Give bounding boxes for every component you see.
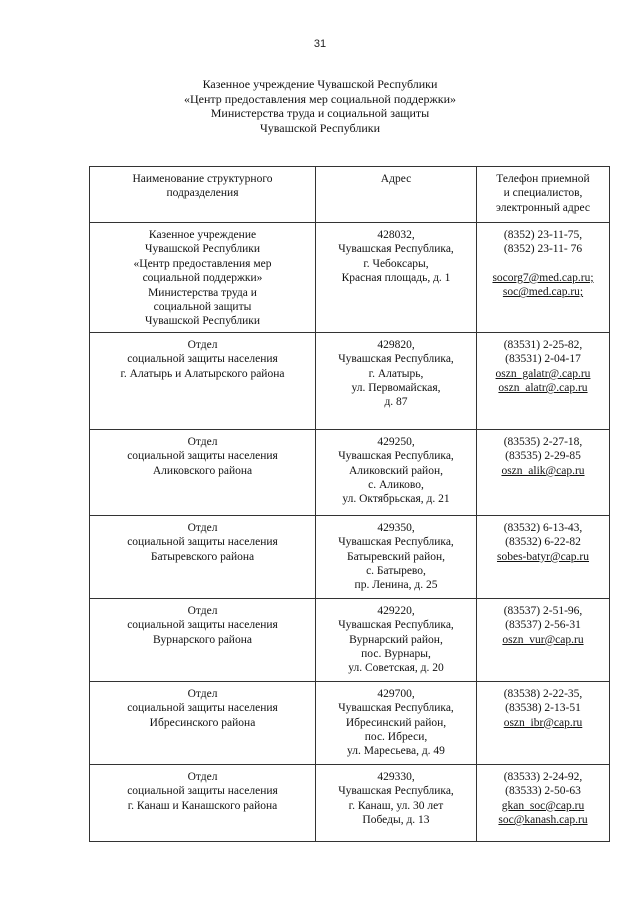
contacts-cell	[477, 515, 610, 598]
phone-number: (83531) 2-25-82,	[503, 338, 583, 351]
address-line: пр. Ленина, д. 25	[354, 579, 438, 592]
phone-number: (83538) 2-22-35,	[503, 687, 583, 700]
department-name-cell	[90, 515, 316, 598]
address-line: г. Канаш, ул. 30 лет	[348, 799, 444, 812]
address-line: 429330,	[377, 770, 415, 783]
email-link[interactable]: oszn_galatr@.cap.ru	[495, 367, 591, 380]
contacts-cell	[477, 223, 610, 333]
table-body	[90, 223, 610, 842]
address-line: с. Батырево,	[366, 565, 426, 578]
header-contacts	[477, 167, 610, 223]
department-name-line: Отдел	[187, 770, 218, 783]
phone-number: (83537) 2-56-31	[505, 619, 581, 632]
department-name-cell	[90, 764, 316, 841]
table-row	[90, 223, 610, 333]
contacts-cell	[477, 598, 610, 681]
page-number: 31	[313, 38, 327, 50]
phone-number: (83535) 2-27-18,	[503, 435, 583, 448]
department-name-cell	[90, 429, 316, 515]
department-name-line: социальной поддержки»	[142, 272, 263, 285]
title-line: Казенное учреждение Чувашской Республики	[202, 77, 438, 91]
phone-number: (8352) 23-11-75,	[503, 229, 583, 241]
address-line: пос. Вурнары,	[361, 648, 431, 661]
contacts-cell	[477, 332, 610, 429]
address-line: 429220,	[377, 604, 415, 617]
department-name-line: социальной защиты населения	[127, 619, 278, 632]
department-name-line: Чувашской Республики	[144, 243, 261, 256]
department-name-line: «Центр предоставления мер	[133, 257, 272, 270]
department-name-line: Отдел	[187, 338, 218, 351]
address-line: Аликовский район,	[349, 464, 443, 477]
address-line: Чувашская Республика,	[338, 536, 454, 549]
table-row	[90, 681, 610, 764]
address-line: Батыревский район,	[346, 550, 446, 563]
header-text: подразделения	[166, 187, 239, 200]
table-row	[90, 332, 610, 429]
phone-number: (83531) 2-04-17	[505, 353, 581, 366]
phone-number: (83538) 2-13-51	[505, 702, 581, 715]
address-line: г. Чебоксары,	[363, 257, 429, 270]
header-text: Адрес	[380, 173, 412, 185]
department-name-line: социальной защиты	[153, 301, 252, 314]
department-name-line: Казенное учреждение	[148, 229, 257, 241]
department-name-line: социальной защиты населения	[127, 450, 278, 463]
address-line: Чувашская Республика,	[338, 702, 454, 715]
address-cell	[316, 598, 477, 681]
department-name-line: Аликовского района	[152, 464, 253, 477]
department-name-line: г. Алатырь и Алатырского района	[120, 367, 285, 380]
department-name-line: социальной защиты населения	[127, 536, 278, 549]
table-row	[90, 598, 610, 681]
address-line: Вурнарский район,	[349, 633, 443, 646]
address-line: Ибресинский район,	[345, 716, 447, 729]
address-line: 429250,	[377, 435, 415, 448]
phone-number: (8352) 23-11- 76	[503, 243, 583, 256]
header-text: Телефон приемной	[496, 173, 590, 185]
email-link[interactable]: sobes-batyr@cap.ru	[496, 550, 590, 563]
address-line: ул. Октябрьская, д. 21	[342, 493, 450, 506]
address-line: Чувашская Республика,	[338, 243, 454, 256]
address-cell	[316, 223, 477, 333]
email-link[interactable]: gkan_soc@cap.ru	[501, 799, 585, 812]
department-name-cell	[90, 223, 316, 333]
address-cell	[316, 764, 477, 841]
department-name-line: Отдел	[187, 604, 218, 617]
table-row	[90, 515, 610, 598]
department-name-cell	[90, 681, 316, 764]
header-name	[90, 167, 316, 223]
email-link[interactable]: oszn_alik@cap.ru	[501, 464, 585, 477]
address-line: с. Аликово,	[368, 479, 424, 492]
contacts-cell	[477, 764, 610, 841]
phone-number: (83533) 2-24-92,	[503, 770, 583, 783]
header-text: электронный адрес	[496, 201, 590, 214]
contacts-cell	[477, 681, 610, 764]
address-cell	[316, 515, 477, 598]
departments-table	[89, 166, 610, 842]
email-link[interactable]: soc@med.cap.ru;	[502, 286, 584, 299]
table-header-row	[90, 167, 610, 223]
address-line: 428032,	[377, 229, 415, 241]
address-line: ул. Советская, д. 20	[348, 662, 444, 675]
email-link[interactable]: soc@kanash.cap.ru	[498, 814, 588, 827]
phone-number: (83532) 6-22-82	[505, 536, 581, 549]
department-name-line: Министерства труда и	[148, 286, 257, 299]
address-line: Победы, д. 13	[362, 814, 430, 827]
address-line: Чувашская Республика,	[338, 450, 454, 463]
address-line: 429820,	[377, 338, 415, 351]
department-name-line: социальной защиты населения	[127, 785, 278, 798]
title-line: Министерства труда и социальной защиты	[210, 106, 430, 120]
department-name-line: Отдел	[187, 435, 218, 448]
department-name-line: г. Канаш и Канашского района	[127, 799, 278, 812]
email-link[interactable]: socorg7@med.cap.ru;	[492, 271, 594, 284]
phone-number: (83537) 2-51-96,	[503, 604, 583, 617]
department-name-line: Вурнарского района	[153, 633, 252, 646]
address-line: г. Алатырь,	[368, 367, 424, 380]
address-line: д. 87	[384, 396, 408, 409]
department-name-cell	[90, 598, 316, 681]
title-line: Чувашской Республики	[259, 120, 381, 135]
address-line: ул. Маресьева, д. 49	[347, 745, 445, 758]
phone-number: (83532) 6-13-43,	[503, 521, 583, 534]
address-line: Чувашская Республика,	[338, 619, 454, 632]
email-link[interactable]: oszn_ibr@cap.ru	[503, 716, 583, 729]
header-text: и специалистов,	[503, 187, 583, 200]
address-cell	[316, 429, 477, 515]
department-name-line: социальной защиты населения	[127, 702, 278, 715]
phone-number: (83533) 2-50-63	[505, 785, 581, 798]
table-row	[90, 429, 610, 515]
department-name-line: социальной защиты населения	[127, 353, 278, 366]
address-line: Чувашская Республика,	[338, 353, 454, 366]
department-name-line: Чувашской Республики	[144, 315, 261, 328]
address-line: 429350,	[377, 521, 415, 534]
document-title	[0, 77, 640, 135]
department-name-line: Отдел	[187, 687, 218, 700]
department-name-cell	[90, 332, 316, 429]
email-link[interactable]: oszn_vur@cap.ru	[502, 633, 584, 646]
department-name-line: Отдел	[187, 521, 218, 534]
address-line: пос. Ибреси,	[364, 731, 428, 744]
header-text: Наименование структурного	[132, 173, 273, 185]
address-cell	[316, 332, 477, 429]
department-name-line: Ибресинского района	[149, 716, 256, 729]
phone-number: (83535) 2-29-85	[505, 450, 581, 463]
table-row	[90, 764, 610, 841]
address-line: Чувашская Республика,	[338, 785, 454, 798]
contacts-cell	[477, 429, 610, 515]
email-link[interactable]: oszn_alatr@.cap.ru	[498, 382, 588, 395]
department-name-line: Батыревского района	[150, 550, 255, 563]
address-line: ул. Первомайская,	[351, 382, 441, 395]
header-address	[316, 167, 477, 223]
address-line: Красная площадь, д. 1	[341, 272, 451, 285]
spacer	[480, 257, 606, 271]
address-line: 429700,	[377, 687, 415, 700]
address-cell	[316, 681, 477, 764]
title-line: «Центр предоставления мер социальной поддержки»	[183, 91, 456, 106]
